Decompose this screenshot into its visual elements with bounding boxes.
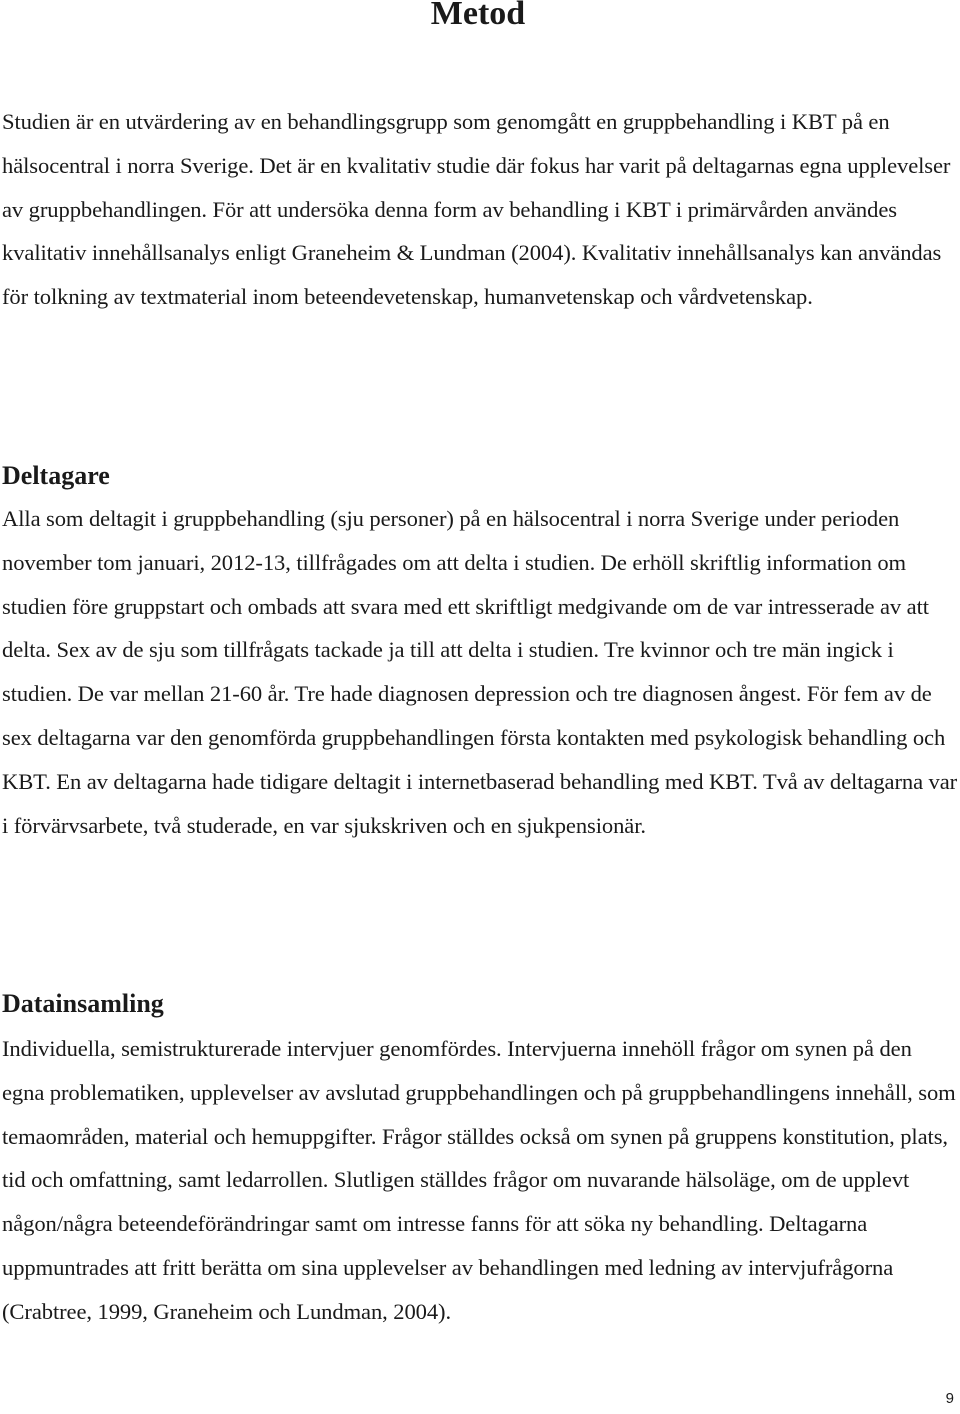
page-number: 9: [945, 1390, 954, 1407]
section-text-deltagare: Alla som deltagit i gruppbehandling (sju personer) på en hälsocentral i norra Sverige under perioden november tom januari, 2012-13, tillfrågades om att delta i studien. De erhöll skriftlig information om studien före gruppstart och ombads att svara med ett skriftligt medgivande om de var intresserade av att delta. Sex av de sju som tillfrågats tackade ja till att delta i studien. Tre kvinnor och tre män ingick i studien. De var mellan 21-60 år. Tre hade diagnosen depression och tre diagnosen ångest. För fem av de sex deltagarna var den genomförda gruppbehandlingen första kontakten med psykologisk behandling och KBT. En av deltagarna hade tidigare deltagit i internetbaserad behandling med KBT. Två av deltagarna var i förvärvsarbete, två studerade, en var sjukskriven och en sjukpensionär.: [2, 506, 958, 838]
section-heading-datainsamling: Datainsamling: [2, 989, 164, 1018]
section-text-datainsamling: Individuella, semistrukturerade intervjuer genomfördes. Intervjuerna innehöll frågor om synen på den egna problematiken, upplevelser av avslutad gruppbehandlingen och på gruppbehandlingens innehåll, som temaområden, material och hemuppgifter. Frågor ställdes också om synen på gruppens konstitution, plats, tid och omfattning, samt ledarrollen. Slutligen ställdes frågor om nuvarande hälsoläge, om de upplevt någon/några beteendeförändringar samt om intresse fanns för att söka ny behandling. Deltagarna uppmuntrades att fritt berätta om sina upplevelser av behandlingen med ledning av intervjufrågorna (Crabtree, 1999, Graneheim och Lundman, 2004).: [2, 1036, 956, 1324]
section-heading-deltagare: Deltagare: [2, 461, 110, 490]
intro-paragraph: Studien är en utvärdering av en behandlingsgrupp som genomgått en gruppbehandling i KBT på en hälsocentral i norra Sverige. Det är en kvalitativ studie där fokus har varit på deltagarnas egna upplevelser av gruppbehandlingen. För att undersöka denna form av behandling i KBT i primärvården användes kvalitativ innehållsanalys enligt Graneheim & Lundman (2004). Kvalitativ innehållsanalys kan användas för tolkning av textmaterial inom beteendevetenskap, humanvetenskap och vårdvetenskap.: [2, 109, 951, 310]
page-title: Metod: [430, 0, 526, 32]
